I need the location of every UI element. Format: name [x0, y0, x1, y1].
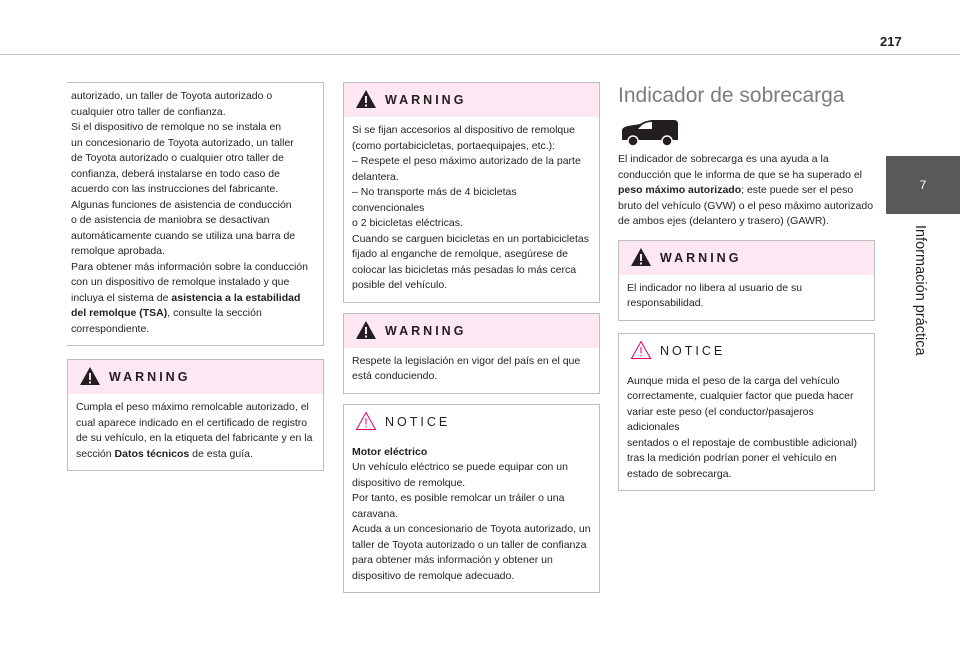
text-line: incluya el sistema de asistencia a la estabilidad [71, 291, 301, 304]
notice-header [619, 334, 874, 368]
text-line: responsabilidad. [627, 297, 704, 309]
notice-triangle-icon [630, 340, 652, 360]
warning-label: WARNING [109, 370, 191, 384]
tsa-link-text: asistencia a la estabilidad [171, 291, 301, 304]
text-line: estado de sobrecarga. [627, 467, 732, 480]
warning-header [619, 241, 874, 275]
text-line: con un dispositivo de remolque instalado y que [71, 276, 290, 288]
text-line: dispositivo de remolque. [352, 476, 466, 489]
notice-label: NOTICE [660, 343, 726, 358]
text-line: Algunas funciones de asistencia de conducción [71, 198, 292, 211]
warning-triangle-icon [79, 366, 101, 386]
text-line: peso máximo autorizado; este puede ser el peso [618, 184, 854, 196]
text-line: conducción que le informa de que se ha superado el [618, 168, 863, 181]
warning-label: WARNING [385, 93, 467, 107]
notice-header [344, 405, 599, 439]
text-line: acuerdo con las instrucciones del fabricante. [71, 183, 279, 195]
warning-triangle-icon [355, 89, 377, 109]
text-line: de ambos ejes (delantero y trasero) (GAWR). [618, 215, 829, 227]
column-1 [67, 82, 324, 471]
page-number: 217 [880, 34, 902, 49]
text-line: o de asistencia de maniobra se desactivan [71, 214, 270, 226]
warning-box [343, 82, 600, 303]
text-line: o 2 bicicletas eléctricas. [352, 217, 463, 229]
warning-box [343, 313, 600, 394]
text-line: delantera. [352, 170, 399, 183]
text-line: Si se fijan accesorios al dispositivo de remolque [352, 124, 575, 136]
text-line: correctamente, cualquier factor que pueda hacer [627, 390, 854, 402]
overload-intro [618, 152, 875, 230]
warning-triangle-icon [355, 320, 377, 340]
text-line: posible del vehículo. [352, 279, 448, 291]
notice-box [618, 333, 875, 492]
column-3-body [618, 152, 875, 491]
text-line: tras la medición podrían poner el vehículo en [627, 452, 837, 464]
text-line: Cuando se carguen bicicletas en un portabicicletas [352, 232, 589, 245]
text-line: El indicador de sobrecarga es una ayuda a la [618, 153, 829, 165]
text-line: (como portabicicletas, portaequipajes, etc.): [352, 139, 556, 152]
text-line: caravana. [352, 507, 399, 520]
text-line: Aunque mida el peso de la carga del vehículo [627, 374, 840, 387]
text-line: Acuda a un concesionario de Toyota autorizado, un [352, 523, 591, 535]
warning-body [344, 348, 599, 393]
chapter-tab[interactable]: 7 [886, 156, 960, 214]
technical-data-link-text: Datos técnicos [114, 447, 190, 460]
text-line: Por tanto, es posible remolcar un tráiler o una [352, 492, 565, 504]
notice-title: Motor eléctrico [352, 445, 428, 458]
text-line: sección Datos técnicos de esta guía. [76, 447, 253, 460]
warning-triangle-icon [630, 247, 652, 267]
warning-header [68, 360, 323, 394]
warning-box [67, 359, 324, 471]
header-rule [0, 54, 960, 55]
text-line: Si el dispositivo de remolque no se instala en [71, 121, 282, 133]
warning-header [344, 314, 599, 348]
warning-body [619, 275, 874, 320]
text-line: Un vehículo eléctrico se puede equipar con un [352, 461, 568, 473]
text-line: variar este peso (el conductor/pasajeros adicionales [627, 405, 814, 433]
text-line: El indicador no libera al usuario de su [627, 281, 803, 294]
towing-continued-text [67, 82, 324, 346]
chapter-title: Información práctica [912, 225, 928, 356]
notice-body [619, 368, 874, 491]
warning-header [344, 83, 599, 117]
text-line: un concesionario de Toyota autorizado, un taller [71, 136, 294, 149]
text-line: correspondiente. [71, 322, 150, 335]
text-line: Cumpla el peso máximo remolcable autorizado, el [76, 401, 309, 413]
text-line: taller de Toyota autorizado o un taller de confianza [352, 538, 587, 551]
section-heading: Indicador de sobrecarga [618, 84, 845, 107]
warning-label: WARNING [660, 250, 742, 265]
text-line: cualquier otro taller de confianza. [71, 105, 226, 118]
warning-box [618, 240, 875, 321]
text-line: colocar las bicicletas más pesadas lo más cerca [352, 263, 577, 276]
warning-body [344, 117, 599, 302]
text-line: Para obtener más información sobre la conducción [71, 260, 308, 273]
notice-label: NOTICE [385, 414, 451, 429]
text-line: de Toyota autorizado o cualquier otro taller de [71, 152, 284, 164]
text-line: automáticamente cuando se utiliza una barra de [71, 229, 296, 242]
notice-triangle-icon [355, 411, 377, 431]
text-line: – Respete el peso máximo autorizado de la parte [352, 155, 581, 167]
text-line: del remolque (TSA), consulte la sección [71, 307, 262, 319]
text-line: está conduciendo. [352, 370, 438, 382]
notice-body [344, 439, 599, 593]
text-line: – No transporte más de 4 bicicletas convencionales [352, 186, 517, 214]
text-line: autorizado, un taller de Toyota autorizado o [71, 90, 273, 102]
text-line: dispositivo de remolque adecuado. [352, 569, 515, 582]
warning-label: WARNING [385, 323, 467, 338]
text-line: remolque aprobada. [71, 245, 165, 257]
text-line: sentados o el repostaje de combustible adicional) [627, 436, 857, 449]
text-line: Respete la legislación en vigor del país en el que [352, 354, 581, 367]
text-line [352, 445, 591, 461]
notice-box [343, 404, 600, 594]
text-line: bruto del vehículo (GVW) o el peso máximo autorizado [618, 199, 874, 212]
text-line: fijado al enganche de remolque, asegúrese de [352, 248, 568, 260]
column-3 [618, 84, 875, 108]
text-line: para obtener más información y obtener un [352, 554, 553, 566]
text-line: de su vehículo, en la etiqueta del fabricante y en la [76, 432, 313, 444]
text-line: cual aparece indicado en el certificado de registro [76, 416, 308, 429]
warning-body [68, 394, 323, 470]
column-2 [343, 82, 600, 593]
text-line: confianza, deberá instalarse en todo caso de [71, 167, 280, 180]
van-icon [620, 118, 680, 148]
